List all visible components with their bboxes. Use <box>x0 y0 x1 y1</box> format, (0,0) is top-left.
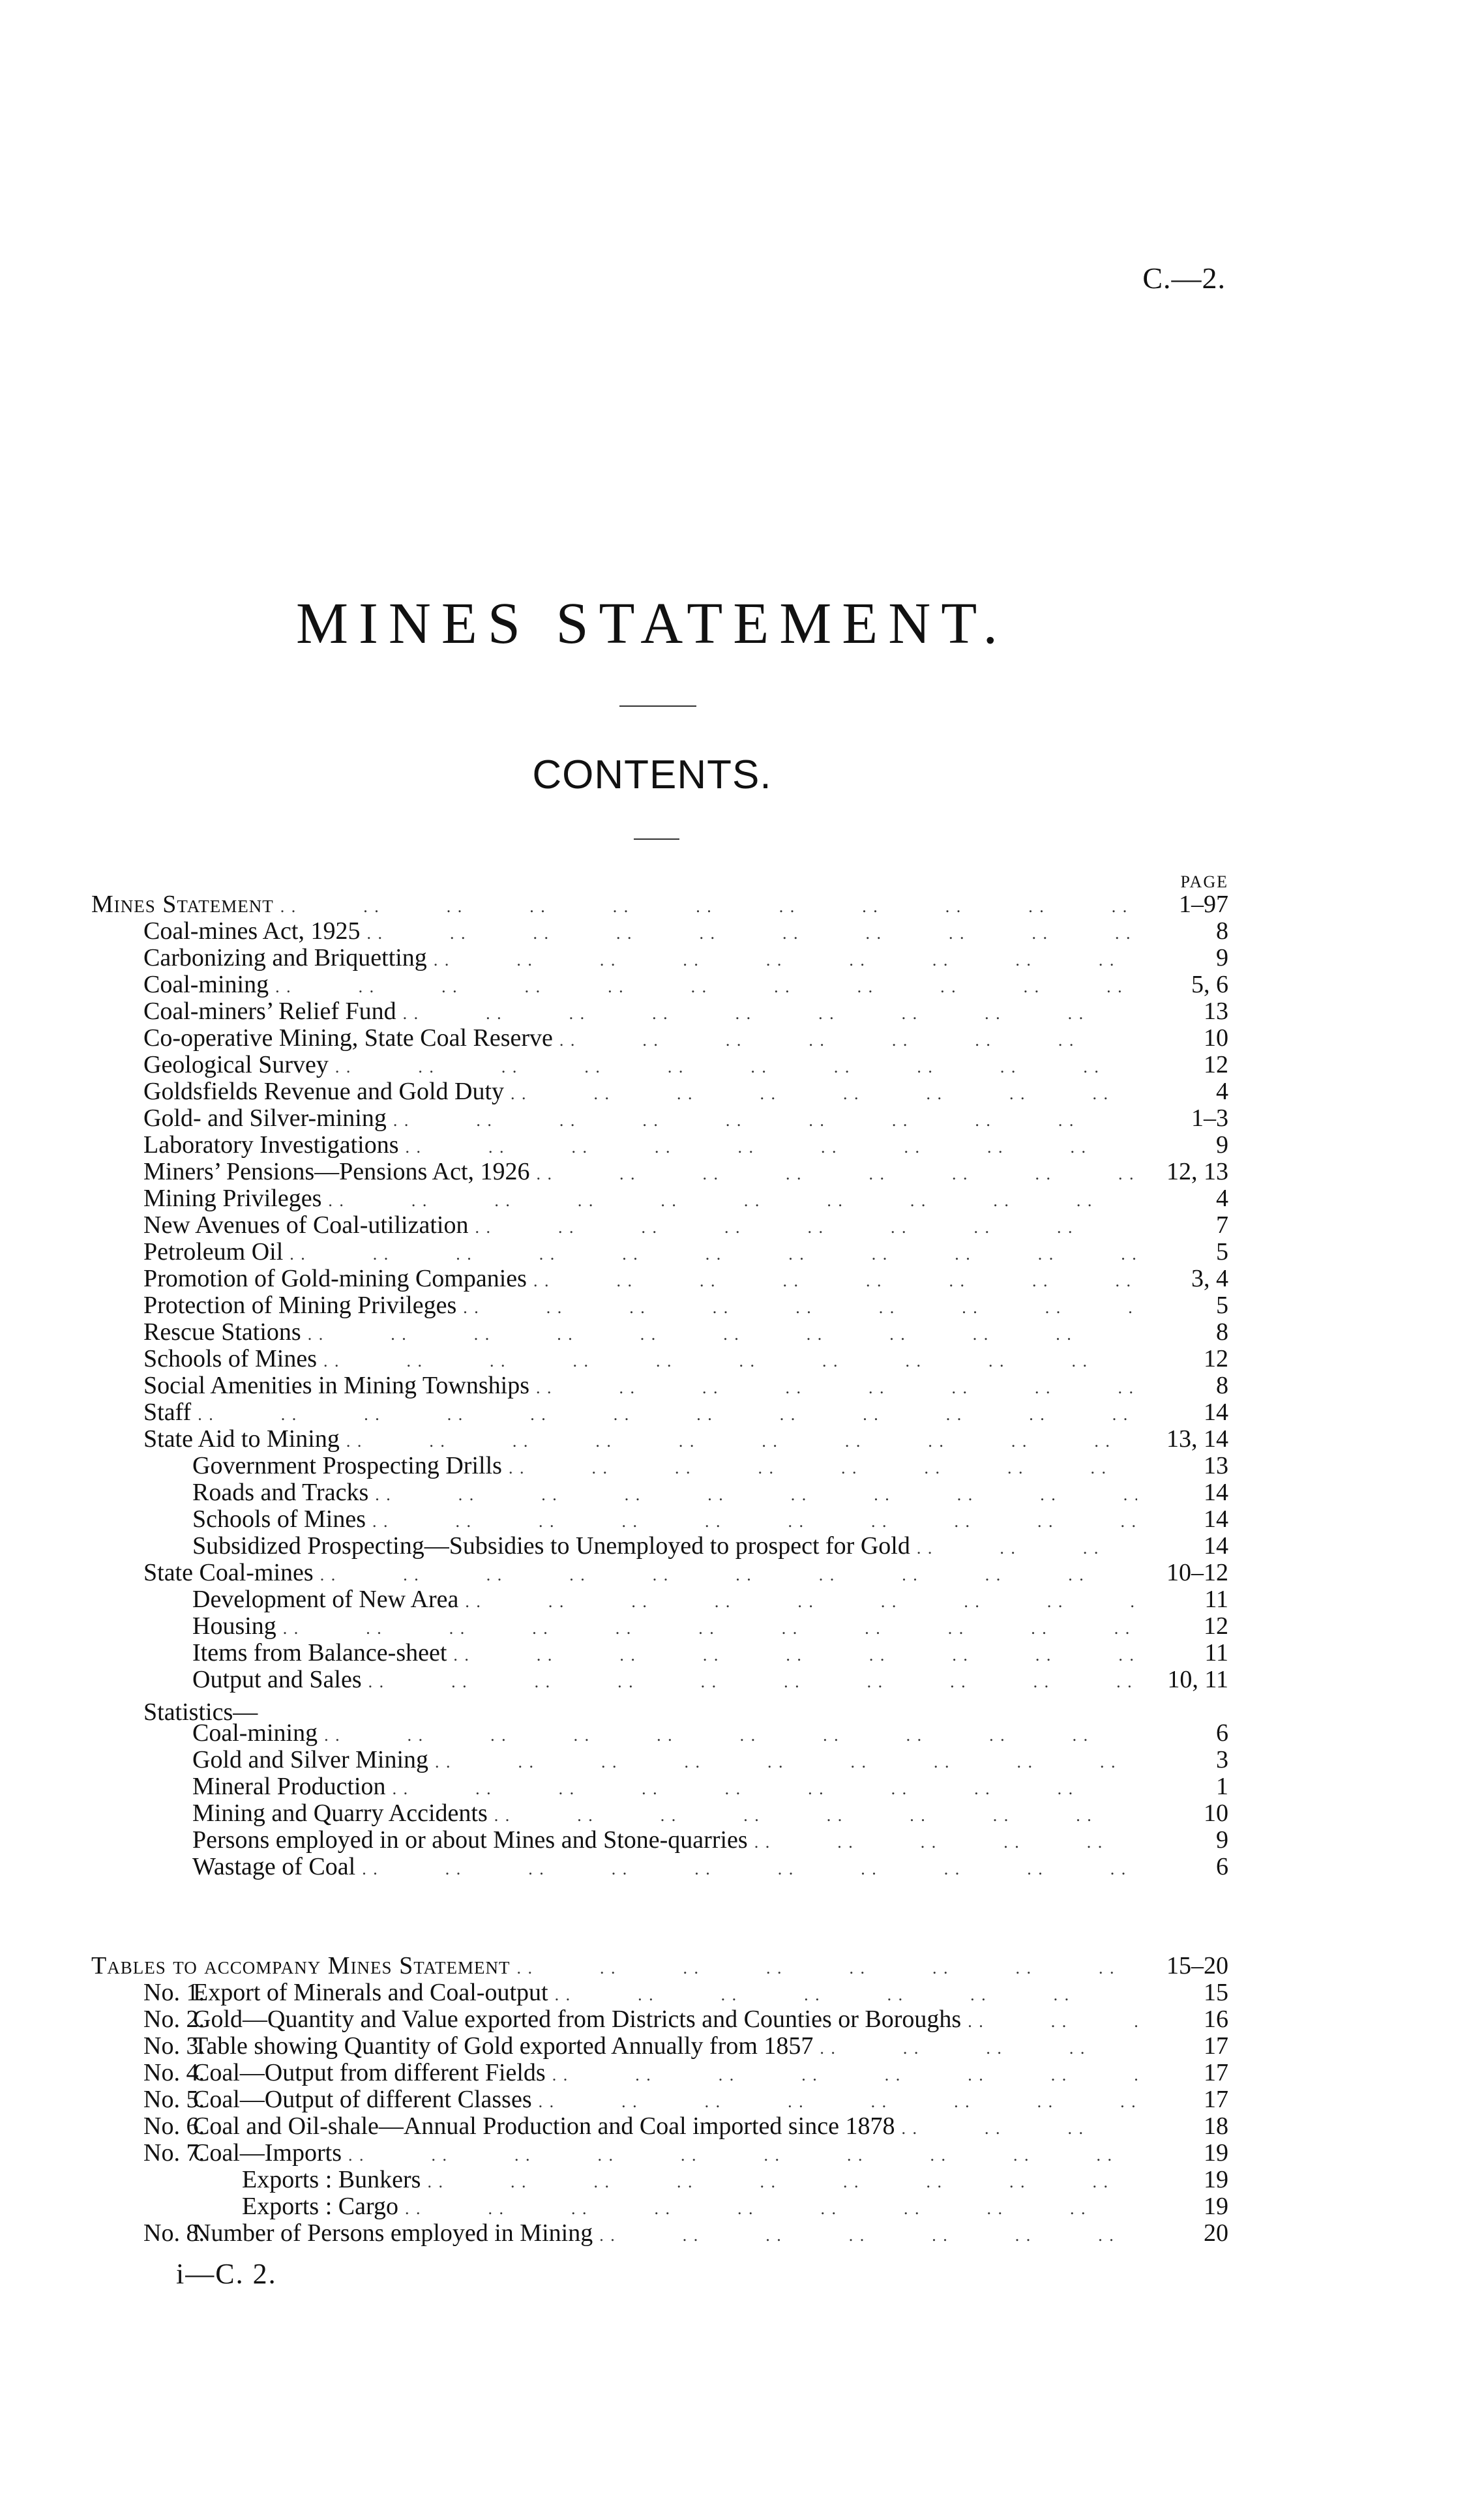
page-number: 6 <box>1216 1853 1228 1880</box>
signature-mark: i—C. 2. <box>176 2258 277 2290</box>
toc-entry-title: Petroleum Oil <box>143 1238 284 1266</box>
dot-leader <box>509 1453 1137 1479</box>
dot-leader <box>599 2220 1137 2247</box>
toc-entry <box>91 1078 1228 1105</box>
toc-entry-title: Output and Sales <box>192 1666 362 1693</box>
contents-rule <box>634 838 679 840</box>
toc-entry <box>91 1666 1228 1693</box>
page-number: 4 <box>1216 1185 1228 1212</box>
page-number: 8 <box>1216 917 1228 945</box>
dot-leader <box>366 918 1137 945</box>
toc-entry-title: Number of Persons employed in Mining <box>193 2219 593 2247</box>
toc-entry <box>91 2167 1228 2193</box>
dot-leader <box>335 1052 1137 1078</box>
toc-entry-title: Statistics— <box>143 1698 258 1726</box>
page-number: 12 <box>1204 1612 1228 1640</box>
page-number: 5 <box>1216 1292 1228 1319</box>
toc-entry <box>91 1800 1228 1827</box>
page-number: 15–20 <box>1166 1952 1228 1979</box>
dot-leader <box>537 1159 1137 1185</box>
toc-entry-title: Coal—Output from different Fields <box>193 2059 546 2086</box>
page-number: 3, 4 <box>1191 1265 1228 1292</box>
dot-leader <box>324 1720 1137 1747</box>
toc-entry <box>91 1159 1228 1185</box>
dot-leader <box>375 1479 1137 1506</box>
page-number: 10 <box>1204 1024 1228 1052</box>
toc-entry-title: Coal and Oil-shale—Annual Production and Coal imported since 1878 <box>193 2112 895 2140</box>
toc-entry <box>91 1586 1228 1613</box>
page-number: 18 <box>1204 2112 1228 2140</box>
toc-entry <box>91 1613 1228 1640</box>
toc-entry-title: Roads and Tracks <box>192 1479 369 1506</box>
toc-entry-title: Staff <box>143 1399 192 1426</box>
toc-entry-title: Coal—Output of different Classes <box>193 2086 532 2113</box>
toc-entry <box>91 1533 1228 1560</box>
dot-leader <box>346 1426 1137 1453</box>
toc-entry <box>91 1953 1228 1979</box>
table-number: No. 3. <box>143 2032 205 2060</box>
page-number: 8 <box>1216 1318 1228 1346</box>
toc-entry <box>91 2193 1228 2220</box>
page-column-label: PAGE <box>1180 872 1228 891</box>
page-number: 12 <box>1204 1051 1228 1078</box>
toc-entry <box>91 1372 1228 1399</box>
page-number: 14 <box>1204 1399 1228 1426</box>
toc-entry <box>91 1052 1228 1078</box>
toc-entry-title: Items from Balance-sheet <box>192 1639 447 1666</box>
toc-entry <box>91 1426 1228 1453</box>
dot-leader <box>533 1266 1137 1292</box>
toc-entry-title: State Coal-mines <box>143 1559 314 1586</box>
toc-entry-title: Wastage of Coal <box>192 1853 356 1880</box>
toc-entry <box>91 2006 1228 2033</box>
page-number: 14 <box>1204 1479 1228 1506</box>
dot-leader <box>280 891 1137 918</box>
toc-entry-title: Promotion of Gold-mining Companies <box>143 1265 527 1292</box>
dot-leader <box>901 2113 1137 2140</box>
page-number: 9 <box>1216 1131 1228 1159</box>
table-number: No. 8. <box>143 2219 205 2247</box>
toc-entry <box>91 1105 1228 1132</box>
toc-entry-title: Development of New Area <box>192 1586 459 1613</box>
table-number: No. 5. <box>143 2086 205 2113</box>
table-number: No. 4. <box>143 2059 205 2086</box>
table-number: No. 6. <box>143 2112 205 2140</box>
toc-entry <box>91 945 1228 971</box>
toc-entry-title: Mining and Quarry Accidents <box>192 1799 488 1827</box>
dot-leader <box>348 2140 1137 2167</box>
dot-leader <box>323 1346 1137 1372</box>
page-number: 9 <box>1216 944 1228 971</box>
toc-entry-title: Gold- and Silver-mining <box>143 1104 387 1132</box>
dot-leader <box>463 1292 1137 1319</box>
page-number: 10 <box>1204 1799 1228 1827</box>
toc-entry-title: Coal—Imports <box>193 2139 342 2167</box>
toc-entry <box>91 1747 1228 1773</box>
toc-entry <box>91 1720 1228 1747</box>
toc-entry <box>91 1773 1228 1800</box>
toc-entry <box>91 1239 1228 1266</box>
toc-entry <box>91 918 1228 945</box>
toc-entry <box>91 1266 1228 1292</box>
toc-entry <box>91 2086 1228 2113</box>
dot-leader <box>475 1212 1137 1239</box>
toc-entry-title: Miners’ Pensions—Pensions Act, 1926 <box>143 1158 530 1185</box>
dot-leader <box>536 1372 1137 1399</box>
toc-entry <box>91 891 1228 918</box>
dot-leader <box>968 2006 1137 2033</box>
toc-entry-title: Laboratory Investigations <box>143 1131 399 1159</box>
page-number: 12, 13 <box>1166 1158 1228 1185</box>
page-number: 19 <box>1204 2166 1228 2193</box>
toc-entry <box>91 1399 1228 1426</box>
dot-leader <box>406 1132 1137 1159</box>
contents-heading: CONTENTS. <box>532 752 772 797</box>
dot-leader <box>275 971 1137 998</box>
dot-leader <box>393 1105 1137 1132</box>
page-number: 19 <box>1204 2139 1228 2167</box>
dot-leader <box>368 1666 1137 1693</box>
page-number: 17 <box>1204 2032 1228 2060</box>
toc-entry <box>91 1506 1228 1533</box>
toc-entry-title: Table showing Quantity of Gold exported Annually from 1857 <box>193 2032 814 2060</box>
dot-leader <box>465 1586 1137 1613</box>
dot-leader <box>552 2060 1137 2086</box>
dot-leader <box>435 1747 1137 1773</box>
toc-entry-title: Protection of Mining Privileges <box>143 1292 457 1319</box>
page-title: MINES STATEMENT. <box>295 591 1009 656</box>
toc-entry <box>91 2220 1228 2247</box>
toc-entry-title: Coal-mines Act, 1925 <box>143 917 361 945</box>
toc-entry <box>91 1319 1228 1346</box>
reference-code: C.—2. <box>1142 261 1226 295</box>
dot-leader <box>427 2167 1137 2193</box>
toc-entry <box>91 1693 1228 1726</box>
toc-entry-title: Mines Statement <box>91 891 274 918</box>
dot-leader <box>555 1979 1137 2006</box>
toc-entry <box>91 1212 1228 1239</box>
dot-leader <box>511 1078 1137 1105</box>
page-number: 12 <box>1204 1345 1228 1372</box>
page-number: 17 <box>1204 2086 1228 2113</box>
toc-entry-title: State Aid to Mining <box>143 1425 340 1453</box>
toc-entry <box>91 1979 1228 2006</box>
dot-leader <box>320 1560 1137 1586</box>
dot-leader <box>289 1239 1137 1266</box>
toc-entry <box>91 2060 1228 2086</box>
dot-leader <box>328 1185 1137 1212</box>
page-number: 5, 6 <box>1191 971 1228 998</box>
dot-leader <box>405 2193 1137 2220</box>
page-number: 3 <box>1216 1746 1228 1773</box>
toc-entry-title: Housing <box>192 1612 276 1640</box>
page-number: 20 <box>1204 2219 1228 2247</box>
table-number: No. 7. <box>143 2139 205 2167</box>
toc-entry-title: Rescue Stations <box>143 1318 301 1346</box>
page-number: 14 <box>1204 1505 1228 1533</box>
tables-list <box>91 1953 1228 2247</box>
toc-entry-title: Coal-mining <box>192 1719 318 1747</box>
toc-entry-title: Mining Privileges <box>143 1185 322 1212</box>
toc-entry <box>91 998 1228 1025</box>
page-number: 13 <box>1204 1452 1228 1479</box>
toc-entry-title: Mineral Production <box>192 1773 386 1800</box>
toc-entry-title: Persons employed in or about Mines and Stone-quarries <box>192 1826 748 1854</box>
page-number: 14 <box>1204 1532 1228 1560</box>
dot-leader <box>494 1800 1137 1827</box>
toc-entry-title: Gold—Quantity and Value exported from Districts and Counties or Boroughs <box>193 2006 962 2033</box>
page-number: 1 <box>1216 1773 1228 1800</box>
page-number: 10–12 <box>1166 1559 1228 1586</box>
toc-entry <box>91 1132 1228 1159</box>
dot-leader <box>754 1827 1137 1854</box>
page-number: 15 <box>1204 1979 1228 2006</box>
page-number: 17 <box>1204 2059 1228 2086</box>
toc-entry <box>91 2113 1228 2140</box>
dot-leader <box>393 1773 1137 1800</box>
toc-entry-title: Co-operative Mining, State Coal Reserve <box>143 1024 553 1052</box>
dot-leader <box>434 945 1137 971</box>
toc-entry-title: Social Amenities in Mining Townships <box>143 1372 529 1399</box>
toc-entry-title: Geological Survey <box>143 1051 329 1078</box>
page-number: 4 <box>1216 1078 1228 1105</box>
table-number: No. 1. <box>143 1979 205 2006</box>
page-number: 19 <box>1204 2193 1228 2220</box>
dot-leader <box>453 1640 1137 1666</box>
dot-leader <box>362 1854 1137 1880</box>
toc-entry <box>91 1185 1228 1212</box>
toc-entry-title: Goldsfields Revenue and Gold Duty <box>143 1078 505 1105</box>
toc-entry-title: Exports : Cargo <box>242 2193 398 2220</box>
toc-entry <box>91 1025 1228 1052</box>
toc-entry-title: Government Prospecting Drills <box>192 1452 502 1479</box>
page-number: 6 <box>1216 1719 1228 1747</box>
toc-entry <box>91 2140 1228 2167</box>
toc-entry-title: Tables to accompany Mines Statement <box>91 1952 511 1979</box>
table-number: No. 2. <box>143 2006 205 2033</box>
dot-leader <box>283 1613 1137 1640</box>
page-number: 5 <box>1216 1238 1228 1266</box>
page-number: 7 <box>1216 1211 1228 1239</box>
toc-entry <box>91 1453 1228 1479</box>
dot-leader <box>372 1506 1137 1533</box>
toc-entry <box>91 1854 1228 1880</box>
toc-entry <box>91 1292 1228 1319</box>
toc-entry-title: Schools of Mines <box>143 1345 317 1372</box>
page-number: 9 <box>1216 1826 1228 1854</box>
page-number: 16 <box>1204 2006 1228 2033</box>
dot-leader <box>517 1953 1137 1979</box>
page-number: 1–3 <box>1191 1104 1228 1132</box>
page-number: 13 <box>1204 998 1228 1025</box>
toc-entry <box>91 971 1228 998</box>
dot-leader <box>539 2086 1137 2113</box>
dot-leader <box>820 2033 1137 2060</box>
toc-entry <box>91 1346 1228 1372</box>
dot-leader <box>198 1399 1137 1426</box>
page-number: 1–97 <box>1179 891 1228 918</box>
page-number: 8 <box>1216 1372 1228 1399</box>
contents-list <box>91 891 1228 1880</box>
toc-entry-title: Export of Minerals and Coal-output <box>193 1979 548 2006</box>
dot-leader <box>308 1319 1137 1346</box>
page-number: 11 <box>1204 1586 1228 1613</box>
page-number: 13, 14 <box>1166 1425 1228 1453</box>
toc-entry-title: Coal-mining <box>143 971 269 998</box>
page-number: 11 <box>1204 1639 1228 1666</box>
toc-entry <box>91 1560 1228 1586</box>
toc-entry-title: Coal-miners’ Relief Fund <box>143 998 396 1025</box>
toc-entry <box>91 1640 1228 1666</box>
dot-leader <box>403 998 1137 1025</box>
toc-entry-title: Gold and Silver Mining <box>192 1746 429 1773</box>
title-rule <box>619 705 696 707</box>
dot-leader <box>917 1533 1137 1560</box>
toc-entry <box>91 2033 1228 2060</box>
page-number: 10, 11 <box>1167 1666 1228 1693</box>
toc-entry <box>91 1479 1228 1506</box>
toc-entry <box>91 1827 1228 1854</box>
toc-entry-title: Schools of Mines <box>192 1505 366 1533</box>
toc-entry-title: Carbonizing and Briquetting <box>143 944 427 971</box>
toc-entry-title: Exports : Bunkers <box>242 2166 421 2193</box>
toc-entry-title: Subsidized Prospecting—Subsidies to Unemployed to prospect for Gold <box>192 1532 910 1560</box>
dot-leader <box>264 1693 1137 1720</box>
dot-leader <box>559 1025 1137 1052</box>
toc-entry-title: New Avenues of Coal-utilization <box>143 1211 469 1239</box>
